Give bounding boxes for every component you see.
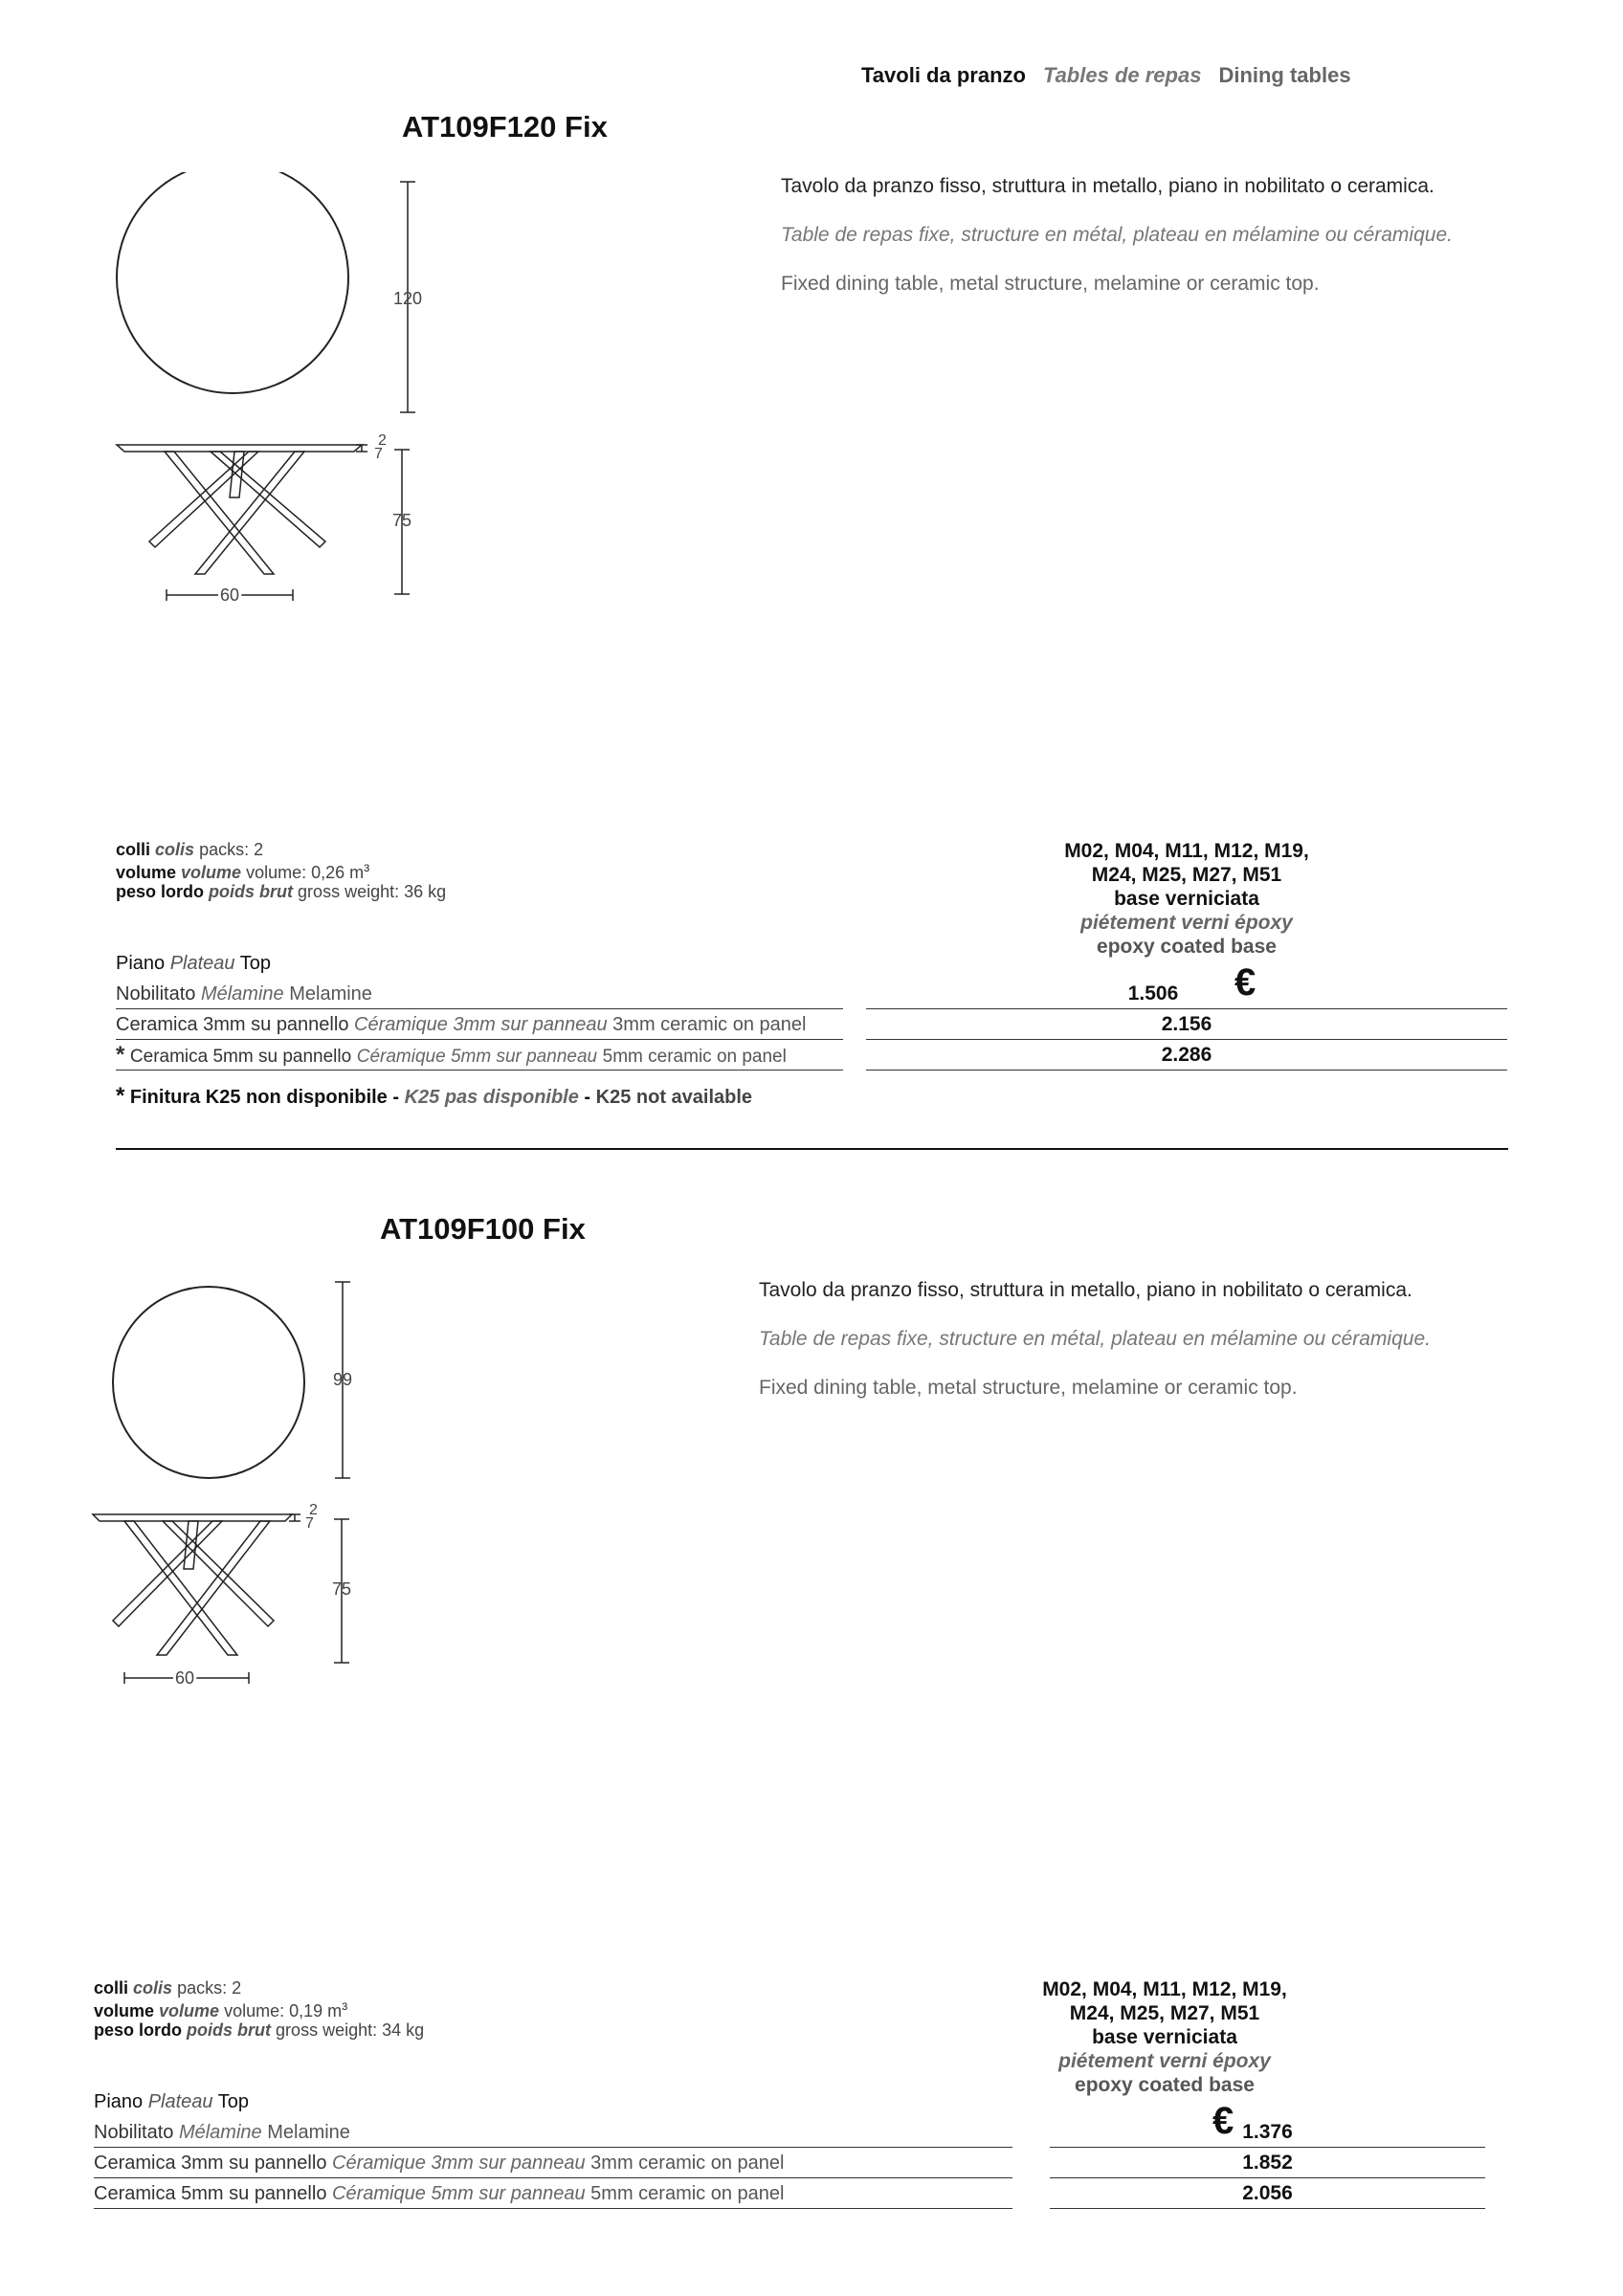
row-en: Melamine [267,2122,350,2143]
row-en: 3mm ceramic on panel [590,2152,785,2174]
availability-note [116,1083,752,1110]
note-it: Finitura K25 non disponibile - [129,1087,400,1108]
colli-it: colli [116,840,151,859]
volume-en: volume: 0,26 m [246,863,365,882]
desc-fr: Table de repas fixe, structure en métal, plateau en mélamine ou céramique. [759,1328,1431,1350]
codes-it: base verniciata [1092,2026,1237,2048]
finish-row [116,979,843,1009]
codes-line1: M02, M04, M11, M12, M19, [1064,840,1309,862]
currency-symbol: € [1212,2100,1234,2142]
row-it: Ceramica 3mm su pannello [116,1014,349,1035]
dim-diameter-label: 120 [392,289,423,308]
section-header [861,63,1351,88]
note-fr: K25 pas disponible [404,1087,579,1108]
row-fr: Mélamine [200,983,284,1004]
piano-label [94,2091,249,2113]
volume-it: volume [94,2001,155,2020]
packing-info [116,840,446,901]
piano-en: Top [217,2091,250,2112]
peso-it: peso lordo [94,2020,183,2040]
dim-top-b: 7 [374,446,383,462]
price: 2.156 [866,1009,1507,1040]
colli-fr: colis [133,1978,173,1998]
finish-list [94,2117,1012,2209]
desc-en: Fixed dining table, metal structure, melamine or ceramic top. [759,1377,1298,1399]
piano-en: Top [239,953,272,974]
note-star: * [116,1083,125,1109]
finish-row [94,2178,1012,2209]
header-it: Tavoli da pranzo [861,63,1026,87]
row-it: Ceramica 5mm su pannello [94,2183,327,2204]
product-title: AT109F120 Fix [402,110,608,144]
dim-top-b: 7 [305,1515,314,1532]
finish-list [116,979,843,1071]
finish-row [116,1040,843,1071]
dim-top-a: 2 [378,432,387,449]
row-it: Nobilitato [94,2122,174,2143]
price: 1.852 [1050,2148,1485,2178]
dim-base-label: 60 [219,585,240,605]
colli-it: colli [94,1978,129,1998]
base-finish-codes [995,839,1378,959]
finish-row [94,2148,1012,2178]
header-fr: Tables de repas [1042,63,1202,87]
dim-base-label: 60 [174,1668,195,1688]
volume-en: volume: 0,19 m [224,2001,343,2020]
dim-height-label: 75 [391,511,412,530]
piano-it: Piano [116,953,166,974]
product-description [781,175,1453,321]
row-fr: Céramique 3mm sur panneau [354,1014,608,1035]
volume-unit-sup: 3 [342,2001,348,2013]
peso-it: peso lordo [116,882,205,901]
price: 1.506 [866,979,1507,1009]
price: 2.056 [1050,2178,1485,2209]
row-fr: Mélamine [178,2122,262,2143]
price: 2.286 [866,1040,1507,1071]
piano-it: Piano [94,2091,144,2112]
row-it: Ceramica 3mm su pannello [94,2152,327,2174]
row-fr: Céramique 5mm sur panneau [356,1047,598,1067]
codes-line2: M24, M25, M27, M51 [1069,2002,1260,2024]
peso-en: gross weight: 34 kg [276,2020,425,2040]
row-en: 5mm ceramic on panel [602,1047,787,1067]
piano-fr: Plateau [147,2091,213,2112]
dimension-height [124,1514,352,1684]
note-sep: - [584,1087,591,1108]
side-view [117,445,362,574]
desc-it: Tavolo da pranzo fisso, struttura in metallo, piano in nobilitato o ceramica. [759,1279,1412,1301]
product-drawing [96,172,440,612]
colli-en: packs: 2 [199,840,264,859]
row-it: Ceramica 5mm su pannello [129,1047,352,1067]
base-finish-codes [973,1977,1356,2097]
codes-fr: piétement verni époxy [1058,2050,1271,2072]
row-it: Nobilitato [116,983,196,1004]
row-en: Melamine [289,983,372,1004]
piano-label [116,953,271,975]
peso-fr: poids brut [187,2020,272,2040]
volume-it: volume [116,863,177,882]
codes-en: epoxy coated base [1075,2074,1255,2096]
finish-row [116,1009,843,1040]
volume-fr: volume [159,2001,220,2020]
desc-en: Fixed dining table, metal structure, melamine or ceramic top. [781,273,1320,295]
product-drawing [77,1272,402,1693]
dimension-height [167,445,410,601]
dim-diameter-label: 99 [332,1370,353,1389]
codes-line1: M02, M04, M11, M12, M19, [1042,1978,1287,2000]
top-view-circle [113,1287,304,1478]
codes-en: epoxy coated base [1097,936,1277,958]
dim-height-label: 75 [331,1579,352,1599]
desc-fr: Table de repas fixe, structure en métal, plateau en mélamine ou céramique. [781,224,1453,246]
finish-row [94,2117,1012,2148]
row-en: 3mm ceramic on panel [612,1014,807,1035]
header-en: Dining tables [1218,63,1351,87]
colli-fr: colis [155,840,195,859]
desc-it: Tavolo da pranzo fisso, struttura in metallo, piano in nobilitato o ceramica. [781,175,1434,197]
product-title: AT109F100 Fix [380,1212,586,1246]
colli-en: packs: 2 [177,1978,242,1998]
codes-line2: M24, M25, M27, M51 [1091,864,1282,886]
packing-info [94,1978,424,2040]
dim-top-a: 2 [309,1502,318,1518]
row-star: * [116,1042,125,1068]
codes-it: base verniciata [1114,888,1259,910]
volume-unit-sup: 3 [364,863,370,874]
side-view [93,1514,292,1655]
currency-symbol: € [1234,961,1256,1004]
peso-fr: poids brut [209,882,294,901]
price-list [866,979,1507,1071]
product-description [759,1279,1431,1425]
top-view-circle [117,172,348,393]
row-fr: Céramique 5mm sur panneau [332,2183,586,2204]
piano-fr: Plateau [169,953,235,974]
price-list [1050,2117,1485,2209]
codes-fr: piétement verni époxy [1080,912,1293,934]
section-divider [116,1148,1508,1150]
peso-en: gross weight: 36 kg [298,882,447,901]
volume-fr: volume [181,863,242,882]
row-fr: Céramique 3mm sur panneau [332,2152,586,2174]
row-en: 5mm ceramic on panel [590,2183,785,2204]
note-en: K25 not available [595,1087,753,1108]
price: 1.376 [1050,2117,1485,2148]
